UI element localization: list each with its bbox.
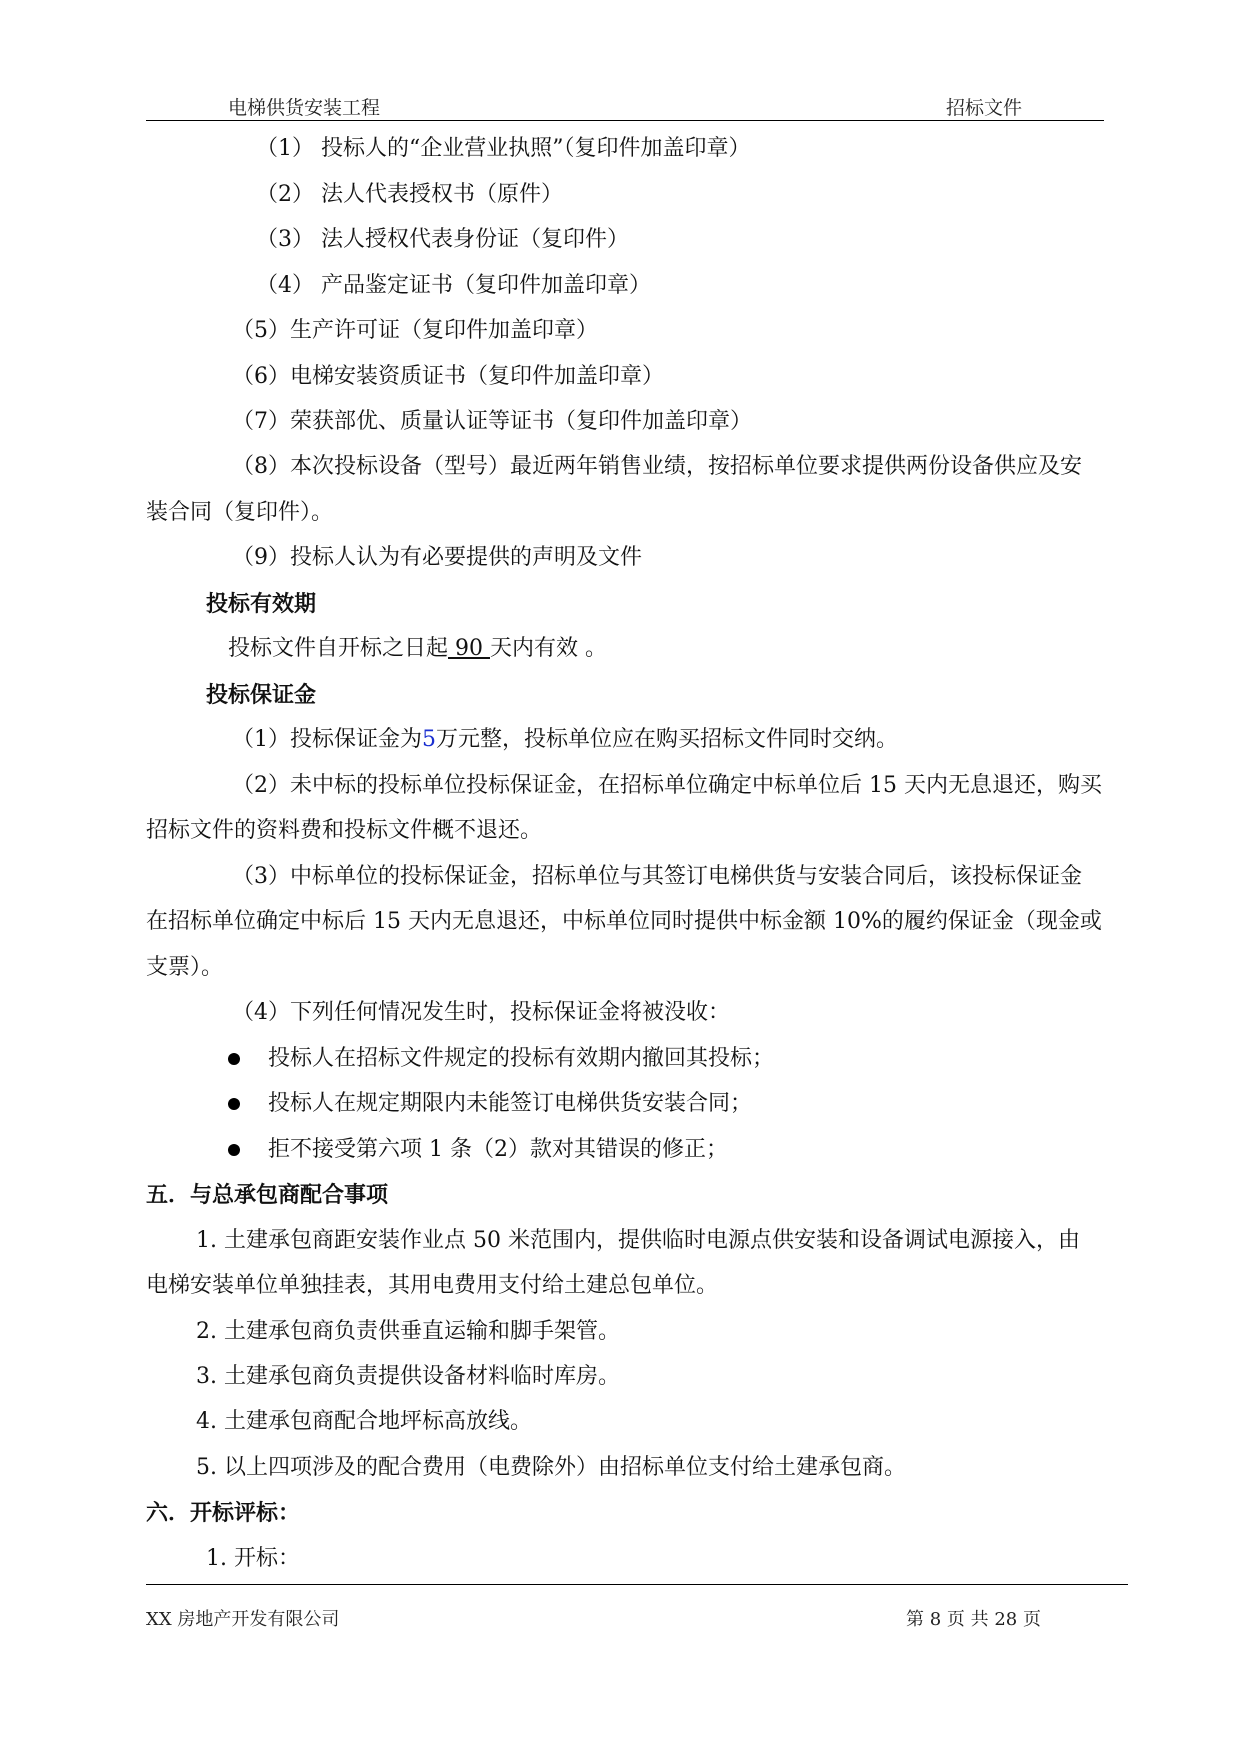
doc-item-9: （9）投标人认为有必要提供的声明及文件	[232, 545, 642, 570]
heading-bid-validity: 投标有效期	[206, 591, 317, 617]
doc-item-8-line1: （8）本次投标设备（型号）最近两年销售业绩，按招标单位要求提供两份设备供应及安	[232, 454, 1082, 479]
doc-item-1: （1） 投标人的“企业营业执照”（复印件加盖印章）	[256, 136, 751, 161]
deposit-item-4: （4）下列任何情况发生时，投标保证金将被没收：	[232, 1000, 730, 1025]
deposit-1-prefix: （1）投标保证金为	[232, 727, 422, 752]
doc-item-2: （2） 法人代表授权书（原件）	[256, 182, 563, 207]
coop-item-2: 2. 土建承包商负责供垂直运输和脚手架管。	[196, 1319, 620, 1344]
doc-item-3: （3） 法人授权代表身份证（复印件）	[256, 227, 629, 252]
deposit-item-2-line1: （2）未中标的投标单位投标保证金，在招标单位确定中标单位后 15 天内无息退还，购买	[232, 773, 1102, 798]
coop-item-4: 4. 土建承包商配合地坪标高放线。	[196, 1409, 532, 1434]
deposit-item-2-line2: 招标文件的资料费和投标文件概不退还。	[146, 818, 543, 843]
validity-prefix: 投标文件自开标之日起	[228, 636, 449, 661]
forfeit-condition-3: 拒不接受第六项 1 条（2）款对其错误的修正；	[268, 1137, 728, 1162]
section-5-heading: 五．与总承包商配合事项	[146, 1182, 389, 1208]
deposit-1-suffix: 万元整，投标单位应在购买招标文件同时交纳。	[436, 727, 899, 752]
coop-item-1-line2: 电梯安装单位单独挂表，其用电费用支付给土建总包单位。	[146, 1273, 719, 1298]
coop-item-1-line1: 1. 土建承包商距安装作业点 50 米范围内，提供临时电源点供安装和设备调试电源接入，由	[196, 1228, 1080, 1253]
footer-company: XX 房地产开发有限公司	[146, 1609, 340, 1630]
deposit-item-1	[232, 725, 898, 755]
footer-page-number: 第 8 页 共 28 页	[906, 1609, 1041, 1630]
deposit-item-3-line2: 在招标单位确定中标后 15 天内无息退还，中标单位同时提供中标金额 10%的履约保证金（现金或	[146, 909, 1102, 934]
coop-item-5: 5. 以上四项涉及的配合费用（电费除外）由招标单位支付给土建承包商。	[196, 1455, 906, 1480]
validity-days: 90	[448, 636, 490, 661]
doc-item-6: （6）电梯安装资质证书（复印件加盖印章）	[232, 364, 664, 389]
doc-item-7: （7）荣获部优、质量认证等证书（复印件加盖印章）	[232, 409, 752, 434]
deposit-item-3-line1: （3）中标单位的投标保证金，招标单位与其签订电梯供货与安装合同后，该投标保证金	[232, 864, 1082, 889]
opening-item-1: 1. 开标：	[206, 1546, 300, 1571]
doc-item-8-line2: 装合同（复印件）。	[146, 500, 334, 525]
footer-divider	[146, 1584, 1128, 1585]
bullet-dot	[228, 1098, 240, 1110]
deposit-item-3-line3: 支票）。	[146, 955, 224, 980]
header-project-title: 电梯供货安装工程	[228, 97, 381, 119]
deposit-amount: 5	[422, 727, 436, 752]
section-6-heading: 六．开标评标：	[146, 1500, 301, 1526]
heading-bid-deposit: 投标保证金	[206, 682, 317, 708]
forfeit-condition-2: 投标人在规定期限内未能签订电梯供货安装合同；	[268, 1091, 753, 1116]
header-divider	[146, 120, 1104, 121]
doc-item-5: （5）生产许可证（复印件加盖印章）	[232, 318, 598, 343]
doc-item-4: （4） 产品鉴定证书（复印件加盖印章）	[256, 273, 651, 298]
coop-item-3: 3. 土建承包商负责提供设备材料临时库房。	[196, 1364, 620, 1389]
bullet-dot	[228, 1144, 240, 1156]
bid-validity-text	[228, 634, 607, 664]
validity-suffix: 天内有效 。	[490, 636, 607, 661]
bullet-dot	[228, 1053, 240, 1065]
header-doc-type: 招标文件	[946, 97, 1023, 119]
forfeit-condition-1: 投标人在招标文件规定的投标有效期内撤回其投标；	[268, 1046, 775, 1071]
